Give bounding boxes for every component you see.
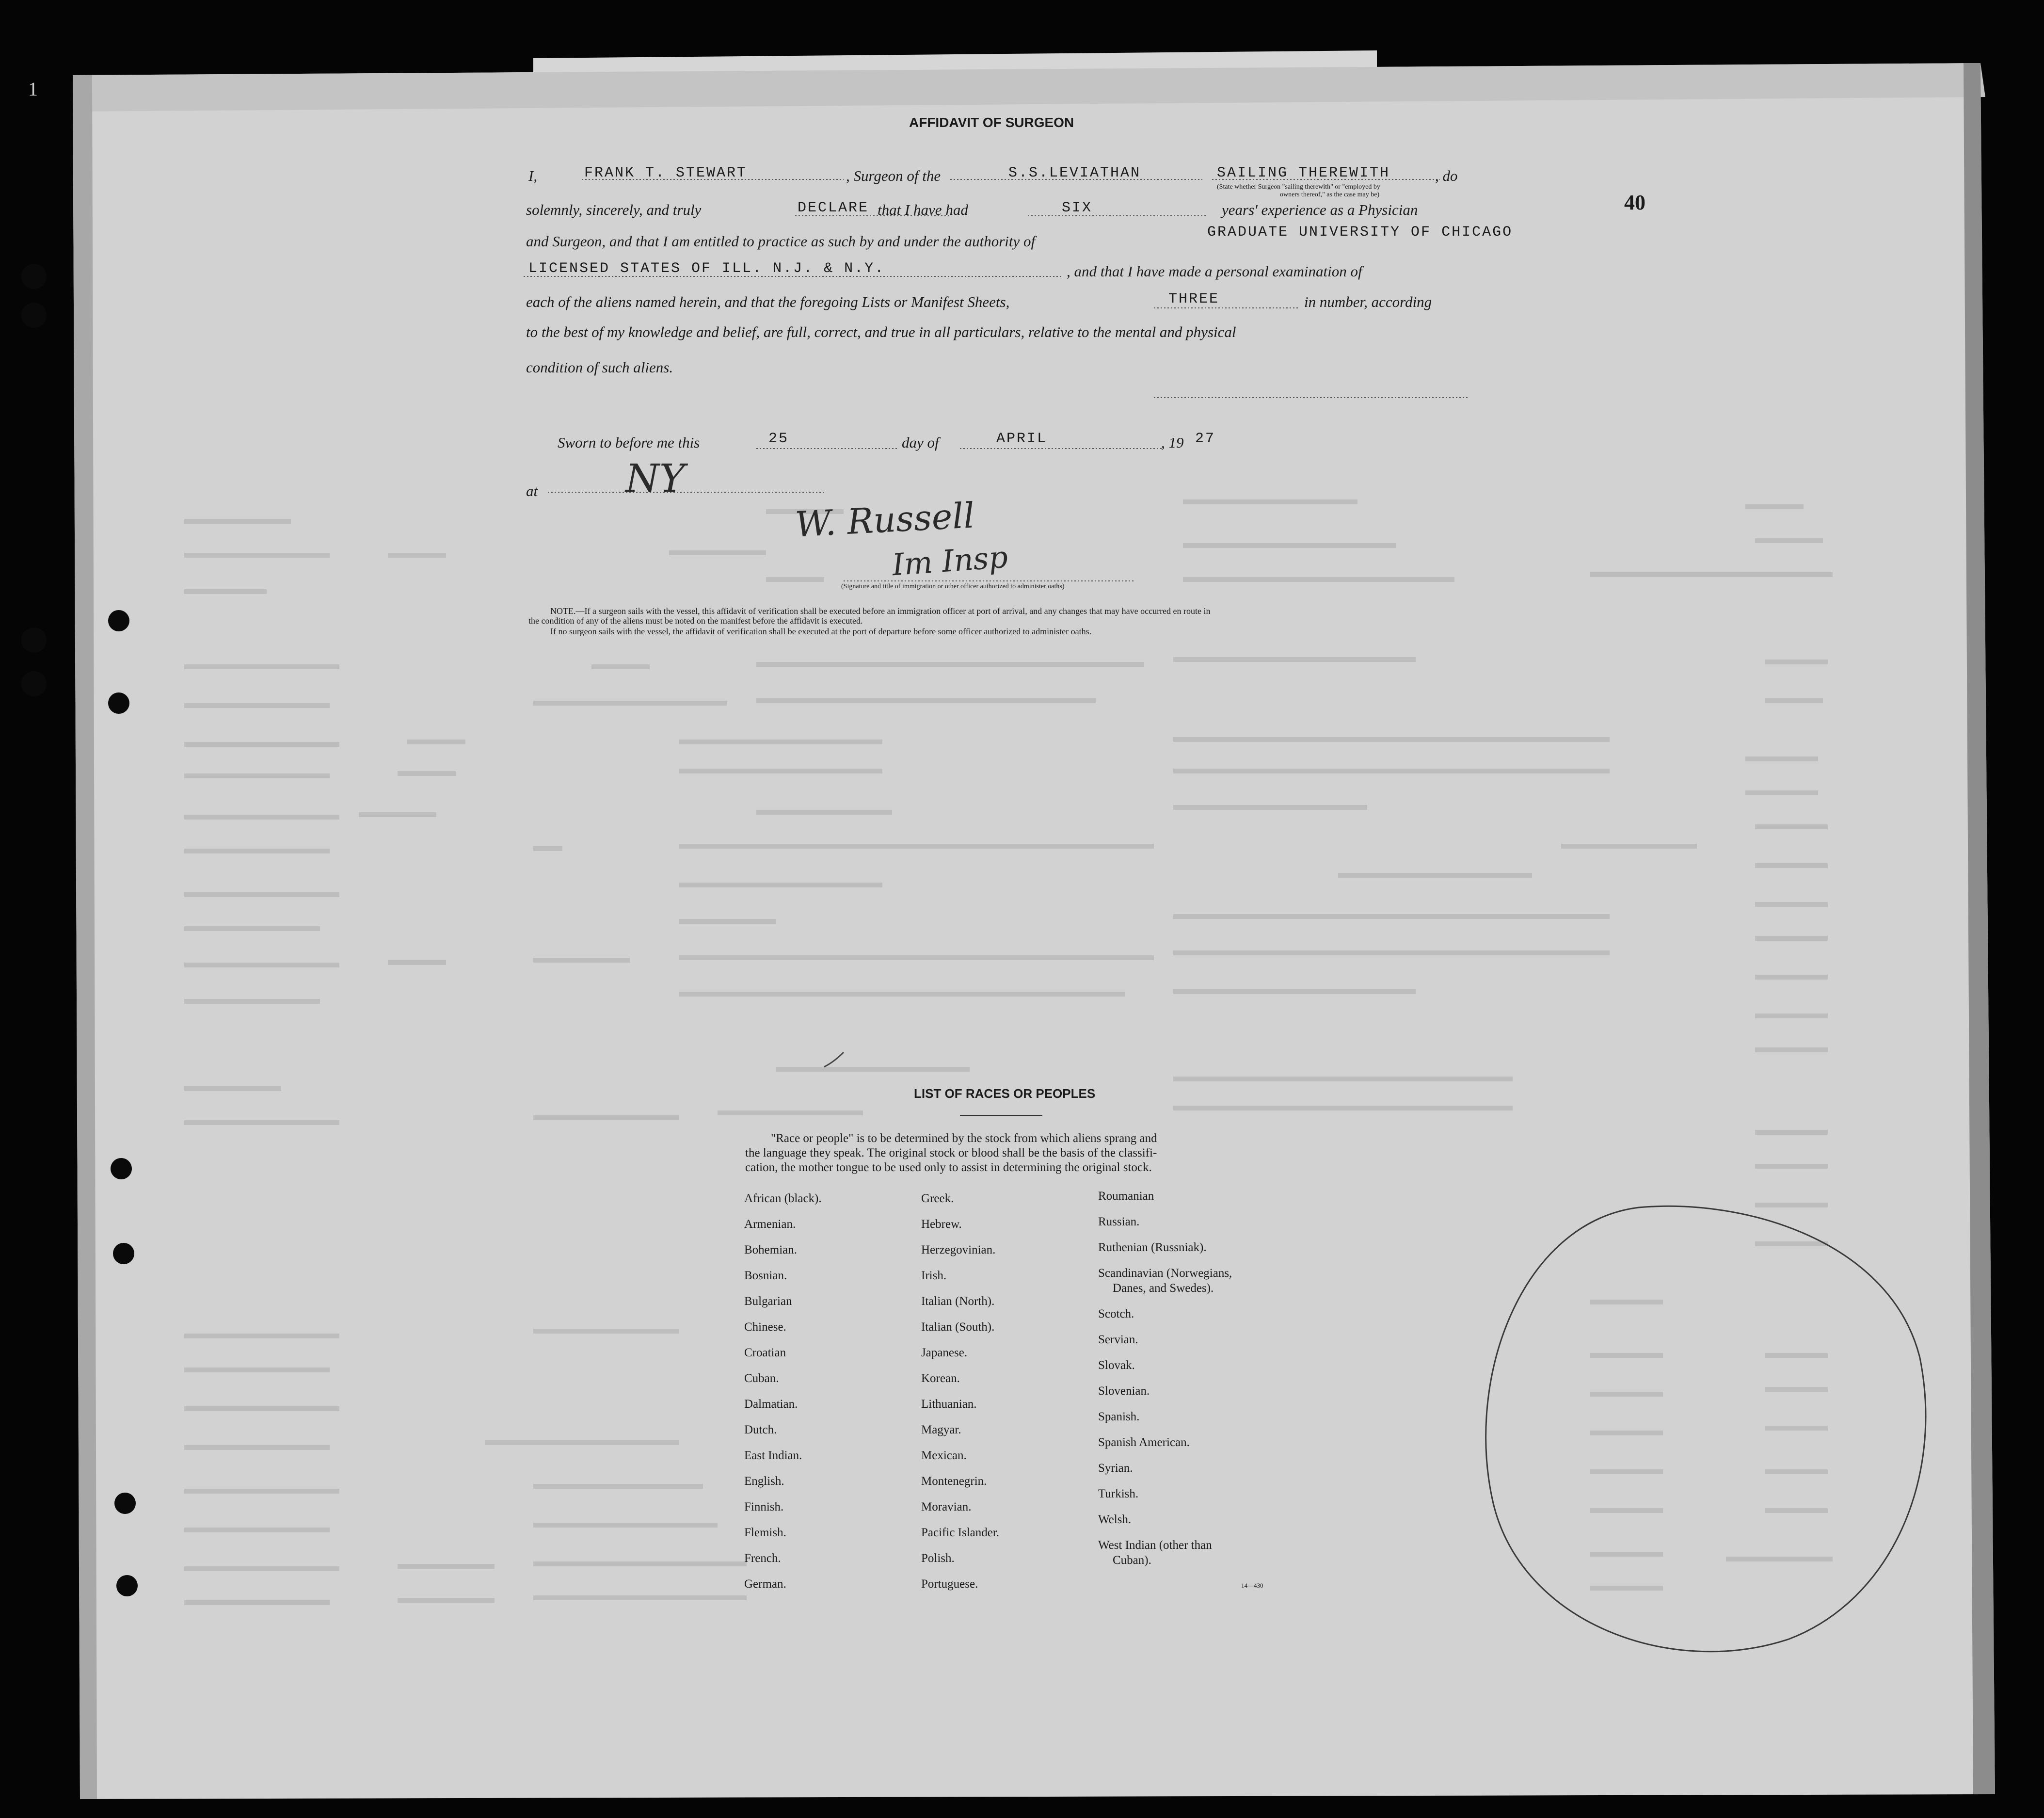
at-text: at <box>526 483 538 499</box>
race-item: Cuban. <box>744 1372 779 1385</box>
race-item: Hebrew. <box>921 1218 962 1231</box>
race-item: Finnish. <box>744 1500 784 1513</box>
form-number: 14—430 <box>1241 1582 1263 1589</box>
affidavit-line2-a: solemnly, sincerely, and truly <box>526 201 702 218</box>
race-item: Cuban). <box>1113 1554 1151 1567</box>
authority-line-1: GRADUATE UNIVERSITY OF CHICAGO <box>1207 224 1513 241</box>
race-item: Bosnian. <box>744 1269 787 1282</box>
race-item: Pacific Islander. <box>921 1526 1000 1539</box>
signature-caption: (Signature and title of immigration or other officer authorized to administer oaths) <box>841 583 1065 590</box>
sworn-text-c: , 19 <box>1161 434 1184 451</box>
race-item: Magyar. <box>921 1423 961 1436</box>
sailing-status: SAILING THEREWITH <box>1217 165 1390 181</box>
declare-word: DECLARE <box>798 200 869 216</box>
sailing-note-1: (State whether Surgeon "sailing therewith" or "employed by <box>1217 183 1380 191</box>
race-item: Syrian. <box>1098 1462 1133 1475</box>
race-item: Scotch. <box>1098 1307 1134 1320</box>
affidavit-line4-b: , and that I have made a personal examination of <box>1067 263 1362 280</box>
races-title: LIST OF RACES OR PEOPLES <box>914 1086 1096 1101</box>
race-item: Croatian <box>744 1346 786 1359</box>
race-item: Bohemian. <box>744 1243 798 1256</box>
race-item: Russian. <box>1098 1215 1140 1228</box>
page-number: 40 <box>1624 191 1645 214</box>
vessel-name: S.S.LEVIATHAN <box>1008 165 1141 181</box>
officer-signature: W. Russell <box>794 495 976 545</box>
race-item: Danes, and Swedes). <box>1113 1282 1214 1295</box>
race-item: Slovenian. <box>1098 1384 1150 1398</box>
race-item: Korean. <box>921 1372 960 1385</box>
race-item: West Indian (other than <box>1098 1539 1212 1552</box>
race-item: Portuguese. <box>921 1577 978 1591</box>
affidavit-title: AFFIDAVIT OF SURGEON <box>909 115 1074 130</box>
race-item: Welsh. <box>1098 1513 1132 1526</box>
race-item: Moravian. <box>921 1500 972 1513</box>
race-item: Ruthenian (Russniak). <box>1098 1241 1207 1254</box>
race-item: Spanish. <box>1098 1410 1140 1423</box>
races-intro-1: "Race or people" is to be determined by the stock from which aliens sprang and <box>771 1132 1157 1145</box>
race-item: Irish. <box>921 1269 947 1282</box>
note-line-1: NOTE.—If a surgeon sails with the vessel, this affidavit of verification shall be executed before an immigration officer at port of arrival, and any changes that may have occurred en route in <box>550 606 1211 616</box>
authority-line-2: LICENSED STATES OF ILL. N.J. & N.Y. <box>528 260 885 277</box>
race-item: Italian (North). <box>921 1295 995 1308</box>
race-item: Armenian. <box>744 1218 796 1231</box>
at-place-handwritten: NY <box>625 456 685 501</box>
note-line-3: If no surgeon sails with the vessel, the affidavit of verification shall be executed at the port of departure before some officer authorized to administer oaths. <box>550 627 1092 636</box>
race-item: Turkish. <box>1098 1487 1139 1500</box>
years-experience: SIX <box>1062 200 1093 216</box>
race-item: Slovak. <box>1098 1359 1135 1372</box>
races-intro-3: cation, the mother tongue to be used only to assist in determining the original stock. <box>745 1161 1152 1174</box>
affidavit-line7: condition of such aliens. <box>526 359 673 376</box>
race-item: Servian. <box>1098 1333 1138 1346</box>
race-item: English. <box>744 1475 784 1488</box>
race-item: African (black). <box>744 1192 822 1205</box>
race-item: Mexican. <box>921 1449 967 1462</box>
race-item: Herzegovinian. <box>921 1243 996 1256</box>
race-item: Roumanian <box>1098 1190 1154 1203</box>
margin-mark: 1 <box>28 78 38 100</box>
surgeon-of-text: , Surgeon of the <box>846 167 941 184</box>
affidavit-line6: to the best of my knowledge and belief, are full, correct, and true in all particulars, relative to the mental and physical <box>526 323 1236 340</box>
race-item: East Indian. <box>744 1449 802 1462</box>
sworn-day: 25 <box>768 431 789 447</box>
race-item: Montenegrin. <box>921 1475 987 1488</box>
race-item: Scandinavian (Norwegians, <box>1098 1267 1232 1280</box>
race-item: Dutch. <box>744 1423 777 1436</box>
sailing-note-2: owners thereof," as the case may be) <box>1280 191 1380 198</box>
do-text: , do <box>1435 167 1458 184</box>
affidavit-line5-b: in number, according <box>1304 293 1432 310</box>
race-item: German. <box>744 1577 786 1591</box>
sworn-text-b: day of <box>902 434 939 451</box>
race-item: Italian (South). <box>921 1320 995 1334</box>
race-item: Chinese. <box>744 1320 786 1334</box>
race-item: Bulgarian <box>744 1295 792 1308</box>
affidavit-line3-a: and Surgeon, and that I am entitled to practice as such by and under the authority of <box>526 233 1036 250</box>
surgeon-name: FRANK T. STEWART <box>584 165 748 181</box>
affidavit-line1-i: I, <box>528 167 538 184</box>
race-item: Polish. <box>921 1552 955 1565</box>
race-item: Japanese. <box>921 1346 968 1359</box>
affidavit-line2-c: years' experience as a Physician <box>1222 201 1418 218</box>
race-item: Spanish American. <box>1098 1436 1190 1449</box>
affidavit-line2-b: that I have had <box>878 201 968 218</box>
affidavit-line5-a: each of the aliens named herein, and that the foregoing Lists or Manifest Sheets, <box>526 293 1010 310</box>
race-item: French. <box>744 1552 781 1565</box>
sheets-count: THREE <box>1168 291 1220 307</box>
races-intro-2: the language they speak. The original stock or blood shall be the basis of the classifi- <box>745 1146 1157 1159</box>
officer-title-handwritten: Im Insp <box>891 539 1009 583</box>
race-item: Flemish. <box>744 1526 786 1539</box>
race-item: Greek. <box>921 1192 954 1205</box>
race-item: Dalmatian. <box>744 1398 798 1411</box>
sworn-year: 27 <box>1195 431 1216 447</box>
note-line-2: the condition of any of the aliens must be noted on the manifest before the affidavit is executed. <box>528 616 863 626</box>
race-item: Lithuanian. <box>921 1398 977 1411</box>
sworn-month: APRIL <box>996 431 1048 447</box>
sworn-text-a: Sworn to before me this <box>558 434 700 451</box>
